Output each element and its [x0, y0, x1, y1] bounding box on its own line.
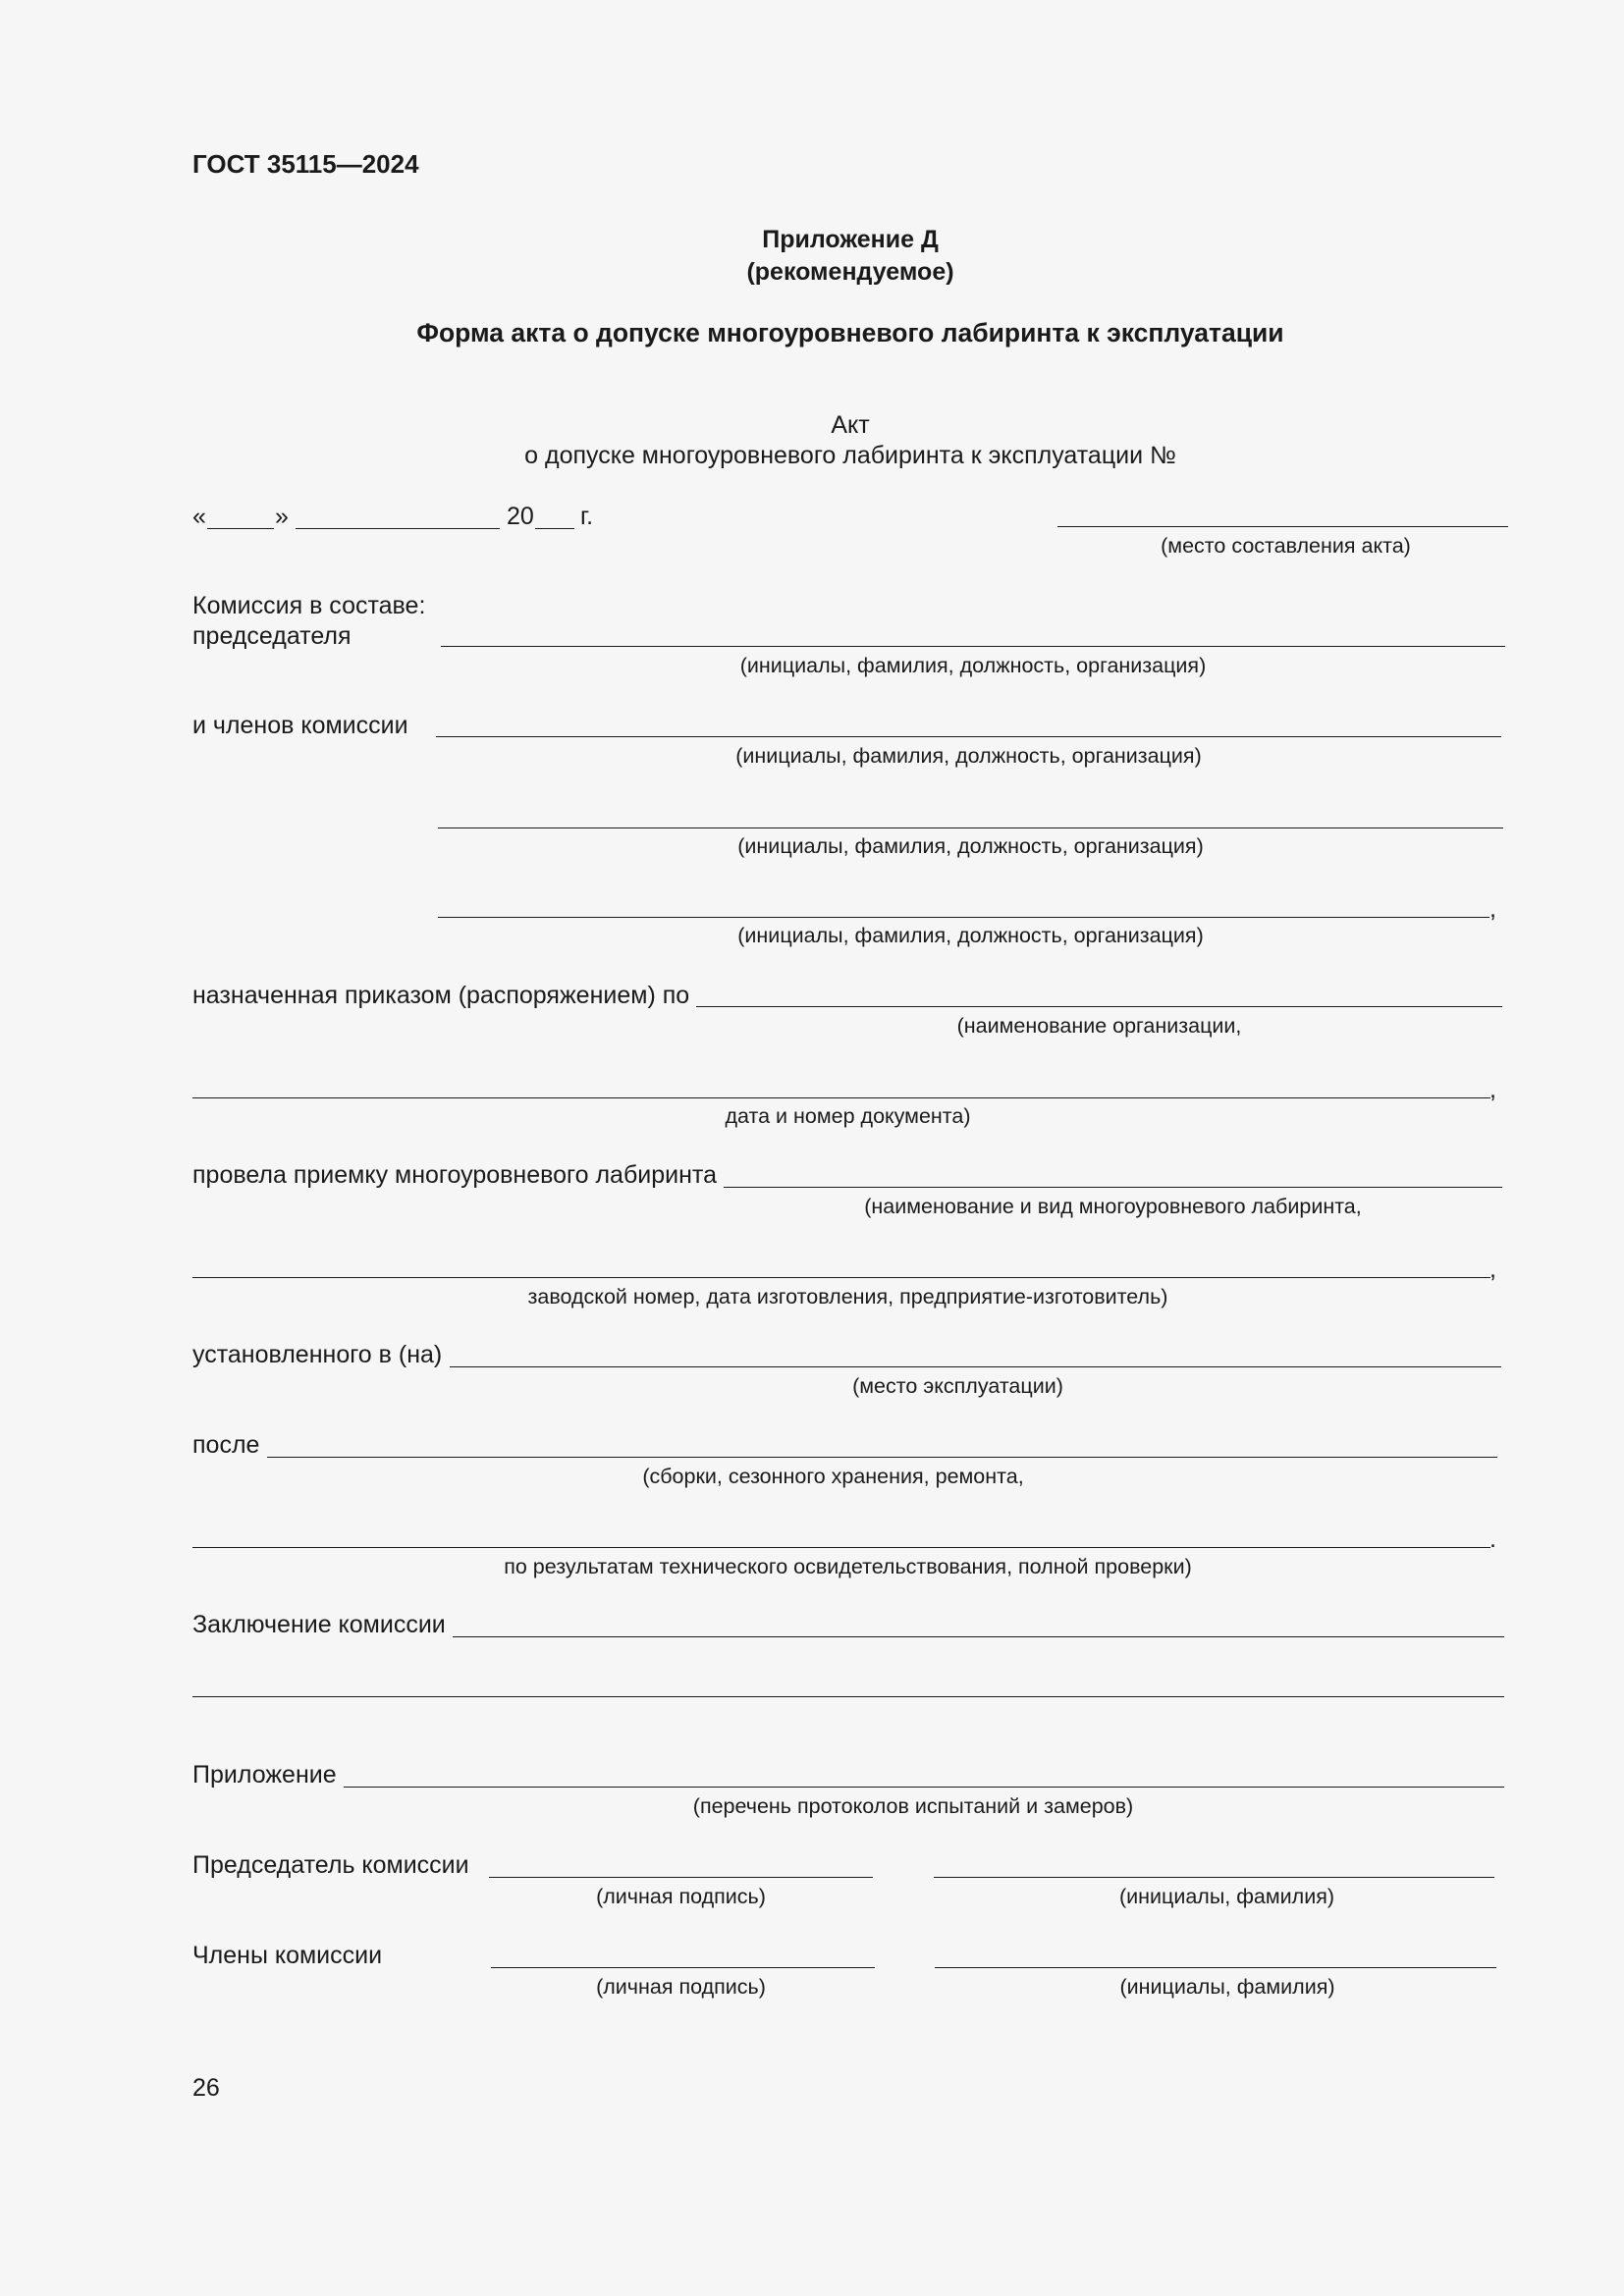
- order-field[interactable]: [696, 1006, 1502, 1007]
- acceptance-comma: ,: [1489, 1255, 1496, 1283]
- after-period: .: [1489, 1525, 1496, 1553]
- month-field[interactable]: [296, 528, 500, 529]
- member-field-1[interactable]: [436, 736, 1501, 737]
- members-signature-field[interactable]: [491, 1967, 875, 1968]
- appendix-title: Приложение Д: [762, 226, 939, 253]
- order-comma: ,: [1489, 1076, 1496, 1103]
- page-number: 26: [192, 2074, 220, 2102]
- installed-caption: (место эксплуатации): [852, 1374, 1063, 1398]
- members-label: и членов комиссии: [192, 712, 408, 739]
- standard-code: ГОСТ 35115—2024: [192, 149, 419, 179]
- order-label: назначенная приказом (распоряжением) по: [192, 982, 690, 1009]
- member-field-3[interactable]: [438, 917, 1489, 918]
- form-title: Форма акта о допуске многоуровневого лабиринта к эксплуатации: [416, 318, 1284, 347]
- quote-open: «: [192, 503, 206, 530]
- attachment-field[interactable]: [344, 1787, 1504, 1788]
- appendix-status: (рекомендуемое): [746, 258, 954, 286]
- day-field[interactable]: [207, 528, 274, 529]
- acceptance-caption-1: (наименование и вид многоуровневого лабиринта,: [864, 1195, 1362, 1218]
- chairman-signature-field[interactable]: [489, 1877, 873, 1878]
- acceptance-field[interactable]: [724, 1187, 1502, 1188]
- member-caption-1: (инициалы, фамилия, должность, организация): [735, 744, 1202, 768]
- chairman-name-field[interactable]: [934, 1877, 1494, 1878]
- quote-close: »: [275, 503, 289, 530]
- year-prefix: 20: [507, 503, 534, 530]
- year-suffix: г.: [580, 503, 594, 530]
- member-caption-3: (инициалы, фамилия, должность, организация): [737, 924, 1204, 947]
- member-comma: ,: [1489, 895, 1496, 923]
- members-sign-label: Члены комиссии: [192, 1942, 383, 1969]
- after-caption-2: по результатам технического освидетельствования, полной проверки): [504, 1555, 1192, 1578]
- after-field-2[interactable]: [192, 1547, 1490, 1548]
- order-field-2[interactable]: [192, 1097, 1490, 1098]
- place-caption: (место составления акта): [1161, 534, 1411, 558]
- chairman-label: председателя: [192, 622, 352, 650]
- member-caption-2: (инициалы, фамилия, должность, организация): [737, 834, 1204, 858]
- act-heading: Акт: [831, 411, 870, 439]
- order-caption-1: (наименование организации,: [956, 1014, 1242, 1038]
- after-label: после: [192, 1431, 260, 1459]
- acceptance-label: провела приемку многоуровневого лабиринта: [192, 1161, 717, 1189]
- members-name-caption: (инициалы, фамилия): [1119, 1975, 1335, 1999]
- chairman-sign-label: Председатель комиссии: [192, 1851, 469, 1879]
- after-caption-1: (сборки, сезонного хранения, ремонта,: [642, 1465, 1024, 1488]
- chairman-signature-caption: (личная подпись): [596, 1885, 766, 1908]
- order-caption-2: дата и номер документа): [725, 1104, 971, 1128]
- commission-intro: Комиссия в составе:: [192, 592, 426, 619]
- conclusion-field[interactable]: [453, 1636, 1504, 1637]
- installed-field[interactable]: [450, 1366, 1501, 1367]
- act-subheading: о допуске многоуровневого лабиринта к эксплуатации №: [524, 442, 1176, 469]
- after-field[interactable]: [267, 1457, 1497, 1458]
- chairman-name-caption: (инициалы, фамилия): [1118, 1885, 1335, 1908]
- acceptance-field-2[interactable]: [192, 1277, 1490, 1278]
- installed-label: установленного в (на): [192, 1341, 443, 1368]
- members-signature-caption: (личная подпись): [596, 1975, 766, 1999]
- attachment-caption: (перечень протоколов испытаний и замеров): [692, 1794, 1134, 1818]
- year-field[interactable]: [535, 528, 574, 529]
- chairman-field[interactable]: [441, 646, 1505, 647]
- conclusion-field-2[interactable]: [192, 1696, 1504, 1697]
- place-field[interactable]: [1057, 526, 1508, 527]
- chairman-caption: (инициалы, фамилия, должность, организация): [739, 654, 1207, 677]
- acceptance-caption-2: заводской номер, дата изготовления, предприятие-изготовитель): [527, 1285, 1168, 1308]
- conclusion-label: Заключение комиссии: [192, 1611, 446, 1638]
- members-name-field[interactable]: [935, 1967, 1496, 1968]
- attachment-label: Приложение: [192, 1761, 337, 1789]
